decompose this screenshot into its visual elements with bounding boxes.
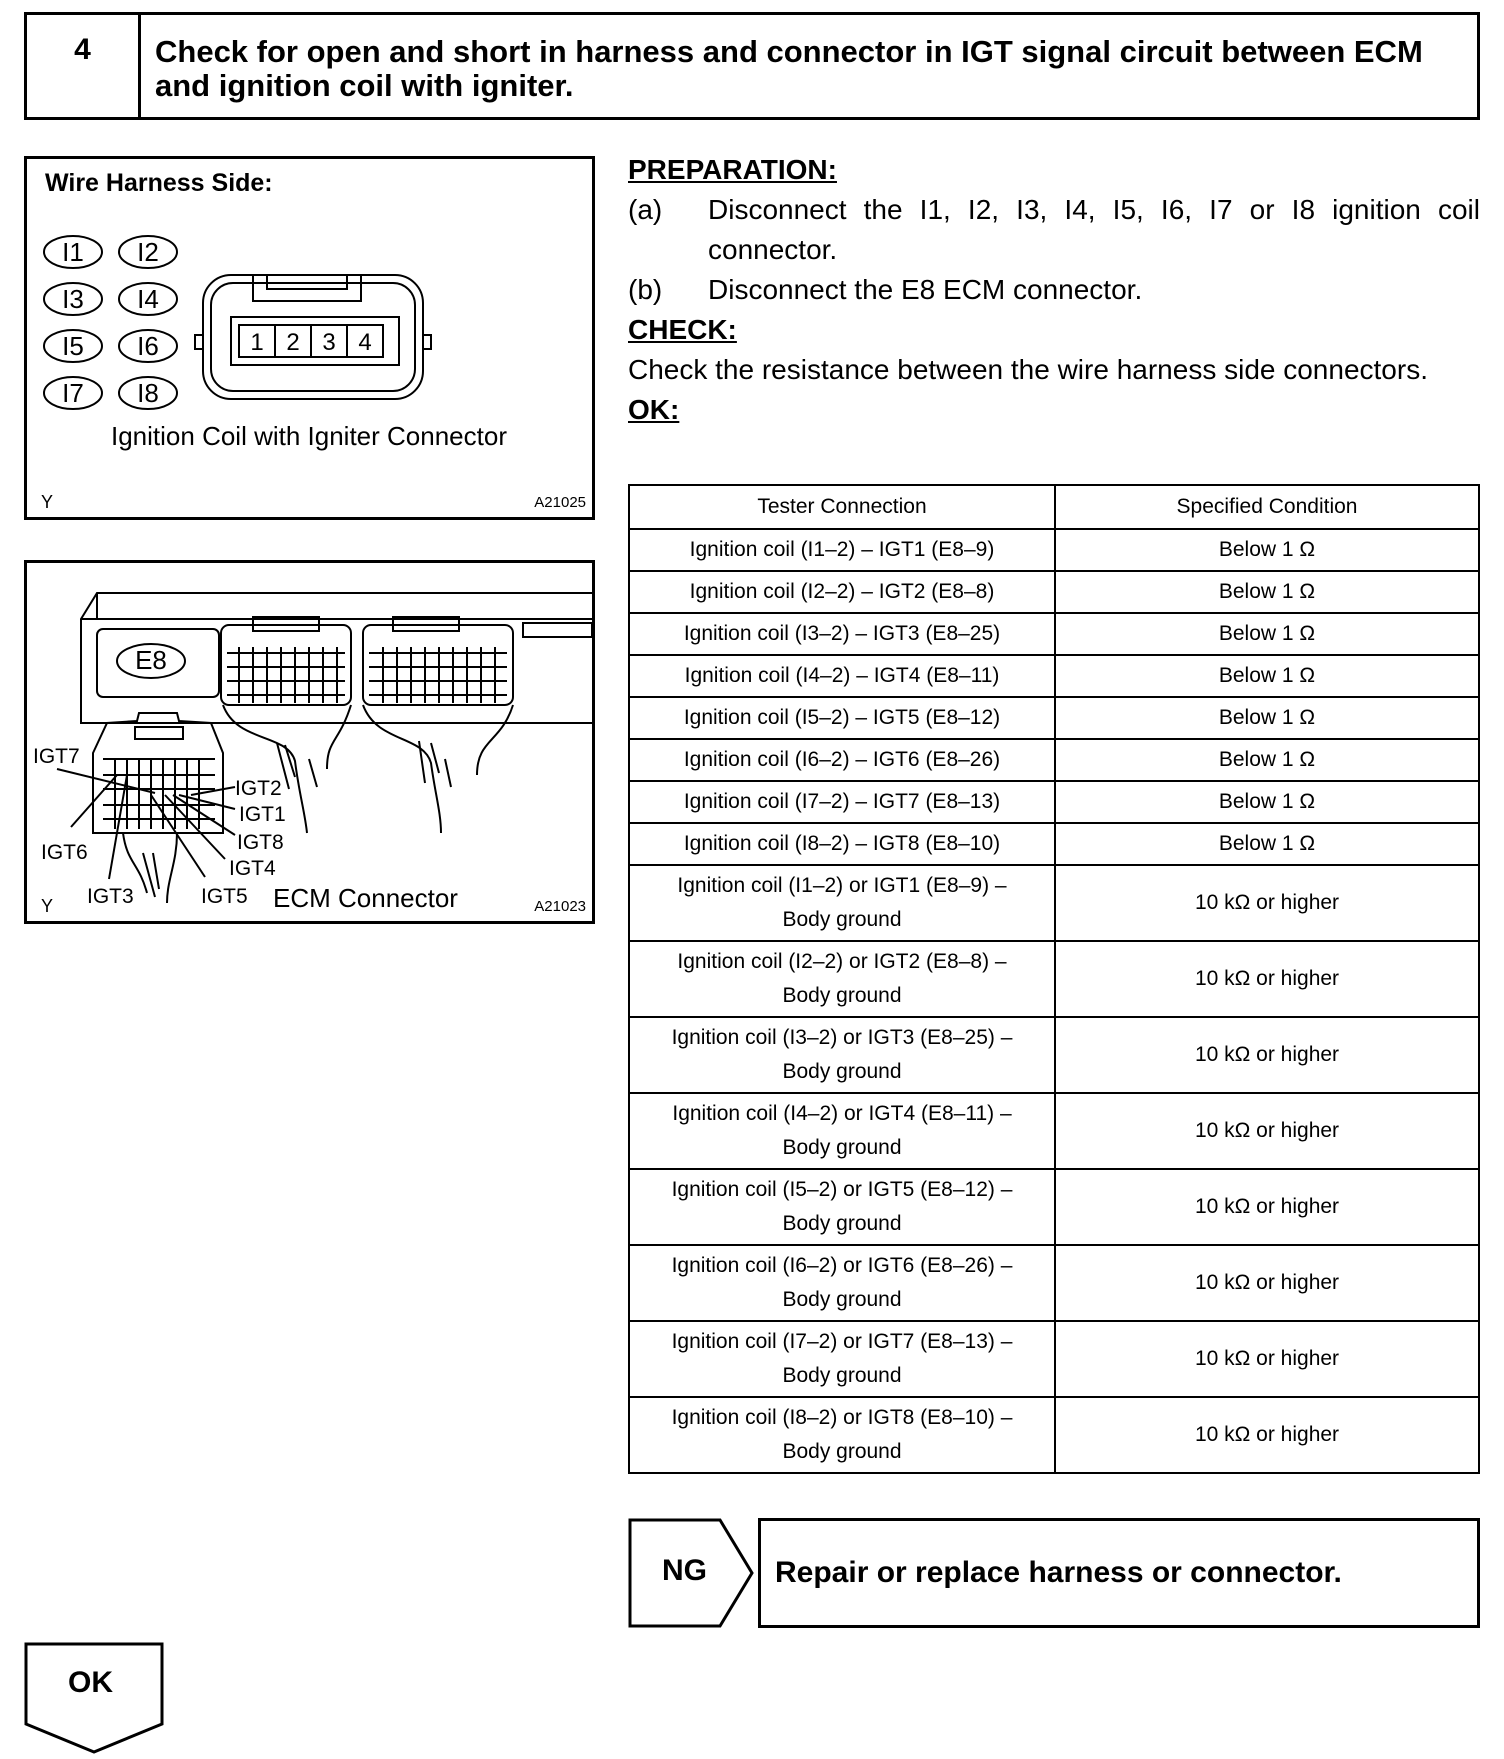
table-row — [629, 1093, 1479, 1169]
preparation-heading: PREPARATION: — [628, 154, 837, 185]
ok-tag — [24, 1642, 164, 1759]
check-text: Check the resistance between the wire harness side connectors. — [628, 354, 1428, 385]
specified-condition-cell: Below 1 Ω — [1055, 655, 1479, 697]
specified-condition-cell: 10 kΩ or higher — [1055, 865, 1479, 941]
specified-condition-cell: Below 1 Ω — [1055, 571, 1479, 613]
connector-id: I6 — [137, 331, 159, 361]
table-row — [629, 571, 1479, 613]
specified-condition-cell: Below 1 Ω — [1055, 613, 1479, 655]
table-row — [629, 697, 1479, 739]
tester-connection-line: Body ground — [782, 908, 902, 931]
item-text: Disconnect the I1, I2, I3, I4, I5, I6, I7 or I8 ignition coil connector. — [708, 194, 1480, 265]
table-row — [629, 1169, 1479, 1245]
tester-connection-cell — [629, 1397, 1055, 1473]
figure-caption: ECM Connector — [273, 883, 458, 913]
tester-connection-cell — [629, 1093, 1055, 1169]
ng-label: NG — [662, 1554, 707, 1587]
tester-connection-line: Ignition coil (I4–2) or IGT4 (E8–11) – — [672, 1102, 1012, 1125]
table-row — [629, 1321, 1479, 1397]
step-header — [24, 12, 1480, 120]
connector-id: I7 — [62, 378, 84, 408]
tester-connection-line: Body ground — [782, 1364, 902, 1387]
figure-mark: Y — [41, 896, 54, 916]
item-letter: (a) — [628, 194, 663, 225]
table-row — [629, 1245, 1479, 1321]
tester-connection-cell: Ignition coil (I3–2) – IGT3 (E8–25) — [629, 613, 1055, 655]
terminal-label: IGT7 — [33, 745, 80, 768]
terminal-label: IGT8 — [237, 831, 284, 854]
specified-condition-cell: 10 kΩ or higher — [1055, 1321, 1479, 1397]
tester-connection-cell — [629, 1017, 1055, 1093]
connector-id: I8 — [137, 378, 159, 408]
table-row — [629, 865, 1479, 941]
terminal-label: IGT3 — [87, 885, 134, 908]
specified-condition-cell: 10 kΩ or higher — [1055, 1169, 1479, 1245]
tester-connection-cell — [629, 1245, 1055, 1321]
table-row — [629, 529, 1479, 571]
connector-id: I4 — [137, 284, 159, 314]
figure-caption: Ignition Coil with Igniter Connector — [111, 421, 507, 451]
pin-number: 2 — [286, 329, 300, 356]
figure-mark: Y — [41, 492, 54, 512]
ecm-connector-id: E8 — [135, 645, 167, 675]
tester-connection-line: Body ground — [782, 1060, 902, 1083]
figure-title: Wire Harness Side: — [45, 169, 273, 197]
wire-harness-figure — [24, 156, 595, 520]
specified-condition-cell: 10 kΩ or higher — [1055, 1017, 1479, 1093]
pin-number: 4 — [358, 329, 372, 356]
ecm-diagram — [27, 563, 592, 921]
connector-id: I2 — [137, 237, 159, 267]
specified-condition-cell: Below 1 Ω — [1055, 781, 1479, 823]
tester-connection-cell: Ignition coil (I7–2) – IGT7 (E8–13) — [629, 781, 1055, 823]
table-row — [629, 613, 1479, 655]
terminal-label: IGT6 — [41, 841, 88, 864]
tester-connection-cell — [629, 1321, 1055, 1397]
spec-table — [628, 484, 1480, 1474]
specified-condition-cell: 10 kΩ or higher — [1055, 1093, 1479, 1169]
tester-connection-line: Ignition coil (I5–2) or IGT5 (E8–12) – — [671, 1178, 1013, 1201]
tester-connection-line: Body ground — [782, 1212, 902, 1235]
specified-condition-cell: 10 kΩ or higher — [1055, 1245, 1479, 1321]
table-row — [629, 739, 1479, 781]
tester-connection-cell: Ignition coil (I1–2) – IGT1 (E8–9) — [629, 529, 1055, 571]
tester-connection-line: Ignition coil (I2–2) or IGT2 (E8–8) – — [677, 950, 1007, 973]
tester-connection-line: Ignition coil (I1–2) or IGT1 (E8–9) – — [677, 874, 1007, 897]
tester-connection-cell: Ignition coil (I4–2) – IGT4 (E8–11) — [629, 655, 1055, 697]
specified-condition-cell: Below 1 Ω — [1055, 697, 1479, 739]
terminal-label: IGT2 — [235, 777, 282, 800]
step-number: 4 — [27, 15, 141, 117]
check-heading: CHECK: — [628, 314, 737, 345]
column-header: Tester Connection — [629, 485, 1055, 529]
figure-code: A21023 — [534, 898, 586, 915]
table-row — [629, 823, 1479, 865]
ng-tag — [628, 1518, 758, 1633]
tester-connection-line: Body ground — [782, 1288, 902, 1311]
pin-number: 1 — [250, 329, 264, 356]
specified-condition-cell: 10 kΩ or higher — [1055, 1397, 1479, 1473]
ecm-connector-figure — [24, 560, 595, 924]
table-row — [629, 781, 1479, 823]
table-header-row — [629, 485, 1479, 529]
connector-body — [203, 275, 423, 399]
preparation-item — [628, 190, 1480, 270]
specified-condition-cell: Below 1 Ω — [1055, 823, 1479, 865]
tester-connection-cell: Ignition coil (I5–2) – IGT5 (E8–12) — [629, 697, 1055, 739]
preparation-item — [628, 270, 1480, 310]
tester-connection-cell — [629, 1169, 1055, 1245]
table-row — [629, 655, 1479, 697]
tester-connection-line: Body ground — [782, 1440, 902, 1463]
specified-condition-cell: Below 1 Ω — [1055, 529, 1479, 571]
tester-connection-cell — [629, 865, 1055, 941]
terminal-label: IGT4 — [229, 857, 276, 880]
table-row — [629, 941, 1479, 1017]
pin-number: 3 — [322, 329, 336, 356]
table-row — [629, 1397, 1479, 1473]
tester-connection-cell: Ignition coil (I2–2) – IGT2 (E8–8) — [629, 571, 1055, 613]
connector-id: I5 — [62, 331, 84, 361]
terminal-label: IGT1 — [239, 803, 286, 826]
figure-code: A21025 — [534, 494, 586, 511]
tester-connection-line: Ignition coil (I3–2) or IGT3 (E8–25) – — [671, 1026, 1013, 1049]
tester-connection-line: Body ground — [782, 1136, 902, 1159]
connector-diagram — [27, 159, 592, 517]
ok-heading: OK: — [628, 394, 680, 425]
tester-connection-cell — [629, 941, 1055, 1017]
column-header: Specified Condition — [1055, 485, 1479, 529]
tester-connection-line: Ignition coil (I7–2) or IGT7 (E8–13) – — [671, 1330, 1013, 1353]
ok-label: OK — [68, 1666, 113, 1699]
specified-condition-cell: Below 1 Ω — [1055, 739, 1479, 781]
procedure-text — [628, 150, 1480, 430]
tester-connection-cell: Ignition coil (I6–2) – IGT6 (E8–26) — [629, 739, 1055, 781]
item-letter: (b) — [628, 274, 663, 305]
ng-action: Repair or replace harness or connector. — [758, 1518, 1480, 1628]
step-title: Check for open and short in harness and connector in IGT signal circuit between ECM and ignition coil with igniter. — [155, 34, 1423, 103]
tester-connection-line: Body ground — [782, 984, 902, 1007]
tester-connection-cell: Ignition coil (I8–2) – IGT8 (E8–10) — [629, 823, 1055, 865]
tester-connection-line: Ignition coil (I8–2) or IGT8 (E8–10) – — [671, 1406, 1013, 1429]
table-row — [629, 1017, 1479, 1093]
specified-condition-cell: 10 kΩ or higher — [1055, 941, 1479, 1017]
tester-connection-line: Ignition coil (I6–2) or IGT6 (E8–26) – — [671, 1254, 1013, 1277]
item-text: Disconnect the E8 ECM connector. — [708, 274, 1143, 305]
connector-id: I1 — [62, 237, 84, 267]
connector-id: I3 — [62, 284, 84, 314]
terminal-label: IGT5 — [201, 885, 248, 908]
